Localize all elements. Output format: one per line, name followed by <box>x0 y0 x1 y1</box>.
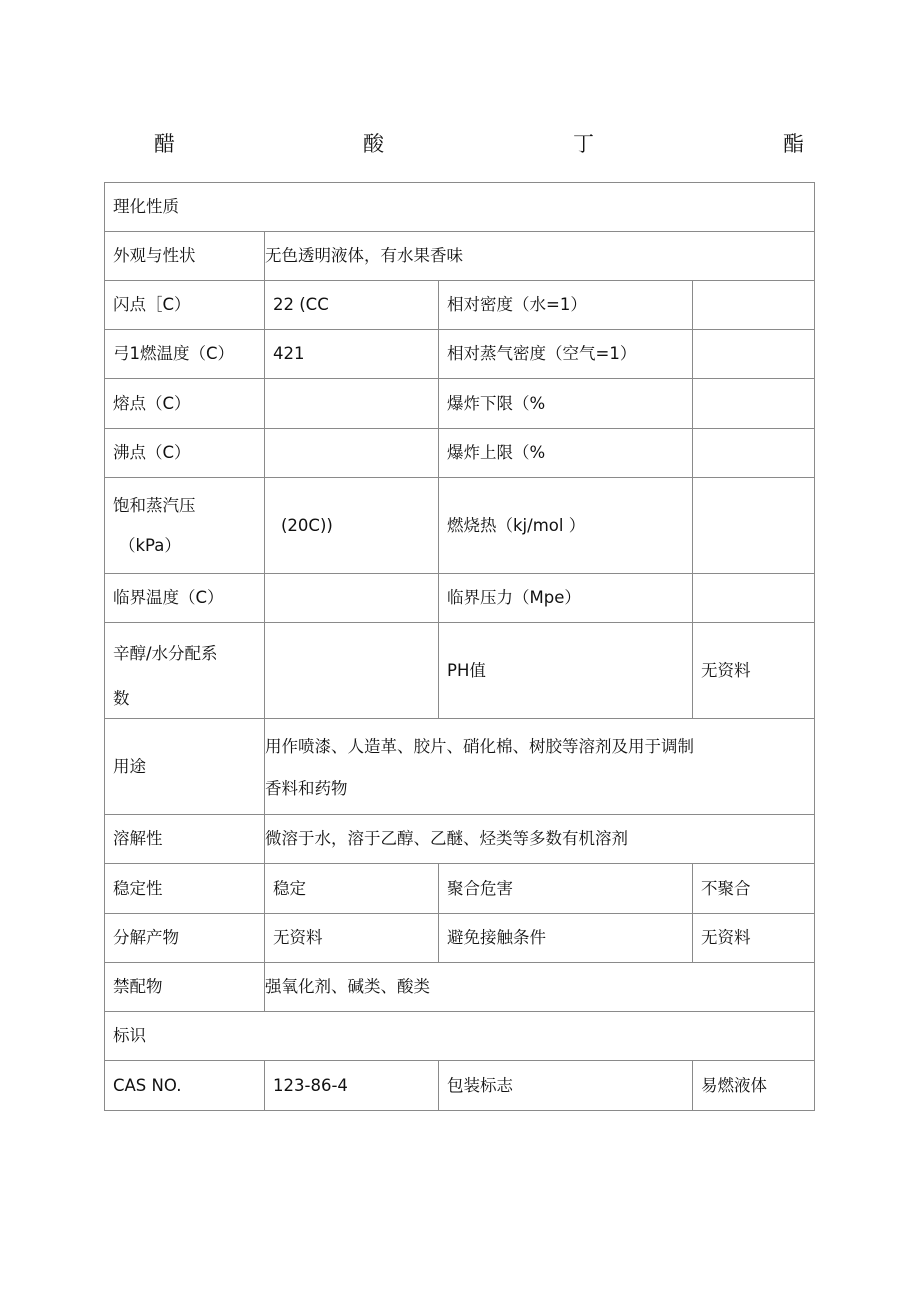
avoid-contact-value: 无资料 <box>693 914 815 963</box>
critical-temp-value <box>265 574 439 623</box>
polymerization-value: 不聚合 <box>693 864 815 914</box>
table-row <box>105 815 815 864</box>
table-row <box>105 379 815 429</box>
document-title <box>0 128 920 162</box>
ph-label: PH值 <box>439 623 693 719</box>
upper-explosive-label: 爆炸上限（% <box>439 429 693 478</box>
vapor-pressure-label-line-2: （kPa） <box>119 535 181 555</box>
vapor-density-label: 相对蒸气密度（空气=1） <box>439 330 693 379</box>
section-physchem: 理化性质 <box>105 183 815 232</box>
use-label: 用途 <box>105 719 265 815</box>
table-row <box>105 281 815 330</box>
appearance-label: 外观与性状 <box>105 232 265 281</box>
incompatible-value: 强氧化剂、碱类、酸类 <box>265 963 815 1012</box>
table-row <box>105 574 815 623</box>
lower-explosive-label: 爆炸下限（% <box>439 379 693 429</box>
package-value: 易燃液体 <box>693 1061 815 1111</box>
solubility-label: 溶解性 <box>105 815 265 864</box>
critical-temp-label: 临界温度（C） <box>105 574 265 623</box>
combustion-heat-value <box>693 478 815 574</box>
vapor-pressure-label <box>105 478 265 574</box>
title-char-3: 丁 <box>573 132 594 156</box>
partition-value <box>265 623 439 719</box>
table-row <box>105 429 815 478</box>
table-row <box>105 914 815 963</box>
table-row <box>105 623 815 719</box>
polymerization-label: 聚合危害 <box>439 864 693 914</box>
table-row <box>105 963 815 1012</box>
boiling-point-value <box>265 429 439 478</box>
boiling-point-label: 沸点（C） <box>105 429 265 478</box>
cas-value: 123-86-4 <box>265 1061 439 1111</box>
use-value <box>265 719 815 815</box>
use-value-line-2: 香料和药物 <box>265 778 348 798</box>
table-row <box>105 864 815 914</box>
table-row <box>105 1061 815 1111</box>
partition-label-line-1: 辛醇/水分配系 <box>113 643 218 663</box>
critical-pressure-value <box>693 574 815 623</box>
title-char-2: 酸 <box>363 132 384 156</box>
decomposition-label: 分解产物 <box>105 914 265 963</box>
flash-point-label: 闪点［C） <box>105 281 265 330</box>
properties-table <box>104 182 815 1111</box>
incompatible-label: 禁配物 <box>105 963 265 1012</box>
appearance-value: 无色透明液体，有水果香味 <box>265 232 815 281</box>
melting-point-label: 熔点（C） <box>105 379 265 429</box>
vapor-density-value <box>693 330 815 379</box>
combustion-heat-label: 燃烧热（kj/mol ） <box>439 478 693 574</box>
table-row <box>105 330 815 379</box>
stability-value: 稳定 <box>265 864 439 914</box>
table-row <box>105 478 815 574</box>
ignition-temp-value: 421 <box>265 330 439 379</box>
ph-value: 无资料 <box>693 623 815 719</box>
solubility-value: 微溶于水，溶于乙醇、乙醚、烃类等多数有机溶剂 <box>265 815 815 864</box>
vapor-pressure-value: (20C)) <box>265 478 439 574</box>
lower-explosive-value <box>693 379 815 429</box>
vapor-pressure-label-line-1: 饱和蒸汽压 <box>113 495 196 515</box>
title-char-4: 酯 <box>783 132 804 156</box>
decomposition-value: 无资料 <box>265 914 439 963</box>
melting-point-value <box>265 379 439 429</box>
flash-point-value: 22 (CC <box>265 281 439 330</box>
package-label: 包装标志 <box>439 1061 693 1111</box>
table-row <box>105 1012 815 1061</box>
table-row <box>105 719 815 815</box>
cas-label: CAS NO. <box>105 1061 265 1111</box>
table-row <box>105 232 815 281</box>
table-row <box>105 183 815 232</box>
avoid-contact-label: 避免接触条件 <box>439 914 693 963</box>
ignition-temp-label: 弓1燃温度（C） <box>105 330 265 379</box>
section-identification: 标识 <box>105 1012 815 1061</box>
upper-explosive-value <box>693 429 815 478</box>
use-value-line-1: 用作喷漆、人造革、胶片、硝化棉、树胶等溶剂及用于调制 <box>265 736 694 756</box>
partition-label <box>105 623 265 719</box>
stability-label: 稳定性 <box>105 864 265 914</box>
partition-label-line-2: 数 <box>113 688 130 708</box>
relative-density-label: 相对密度（水=1） <box>439 281 693 330</box>
title-char-1: 醋 <box>154 132 175 156</box>
critical-pressure-label: 临界压力（Mpe） <box>439 574 693 623</box>
relative-density-value <box>693 281 815 330</box>
